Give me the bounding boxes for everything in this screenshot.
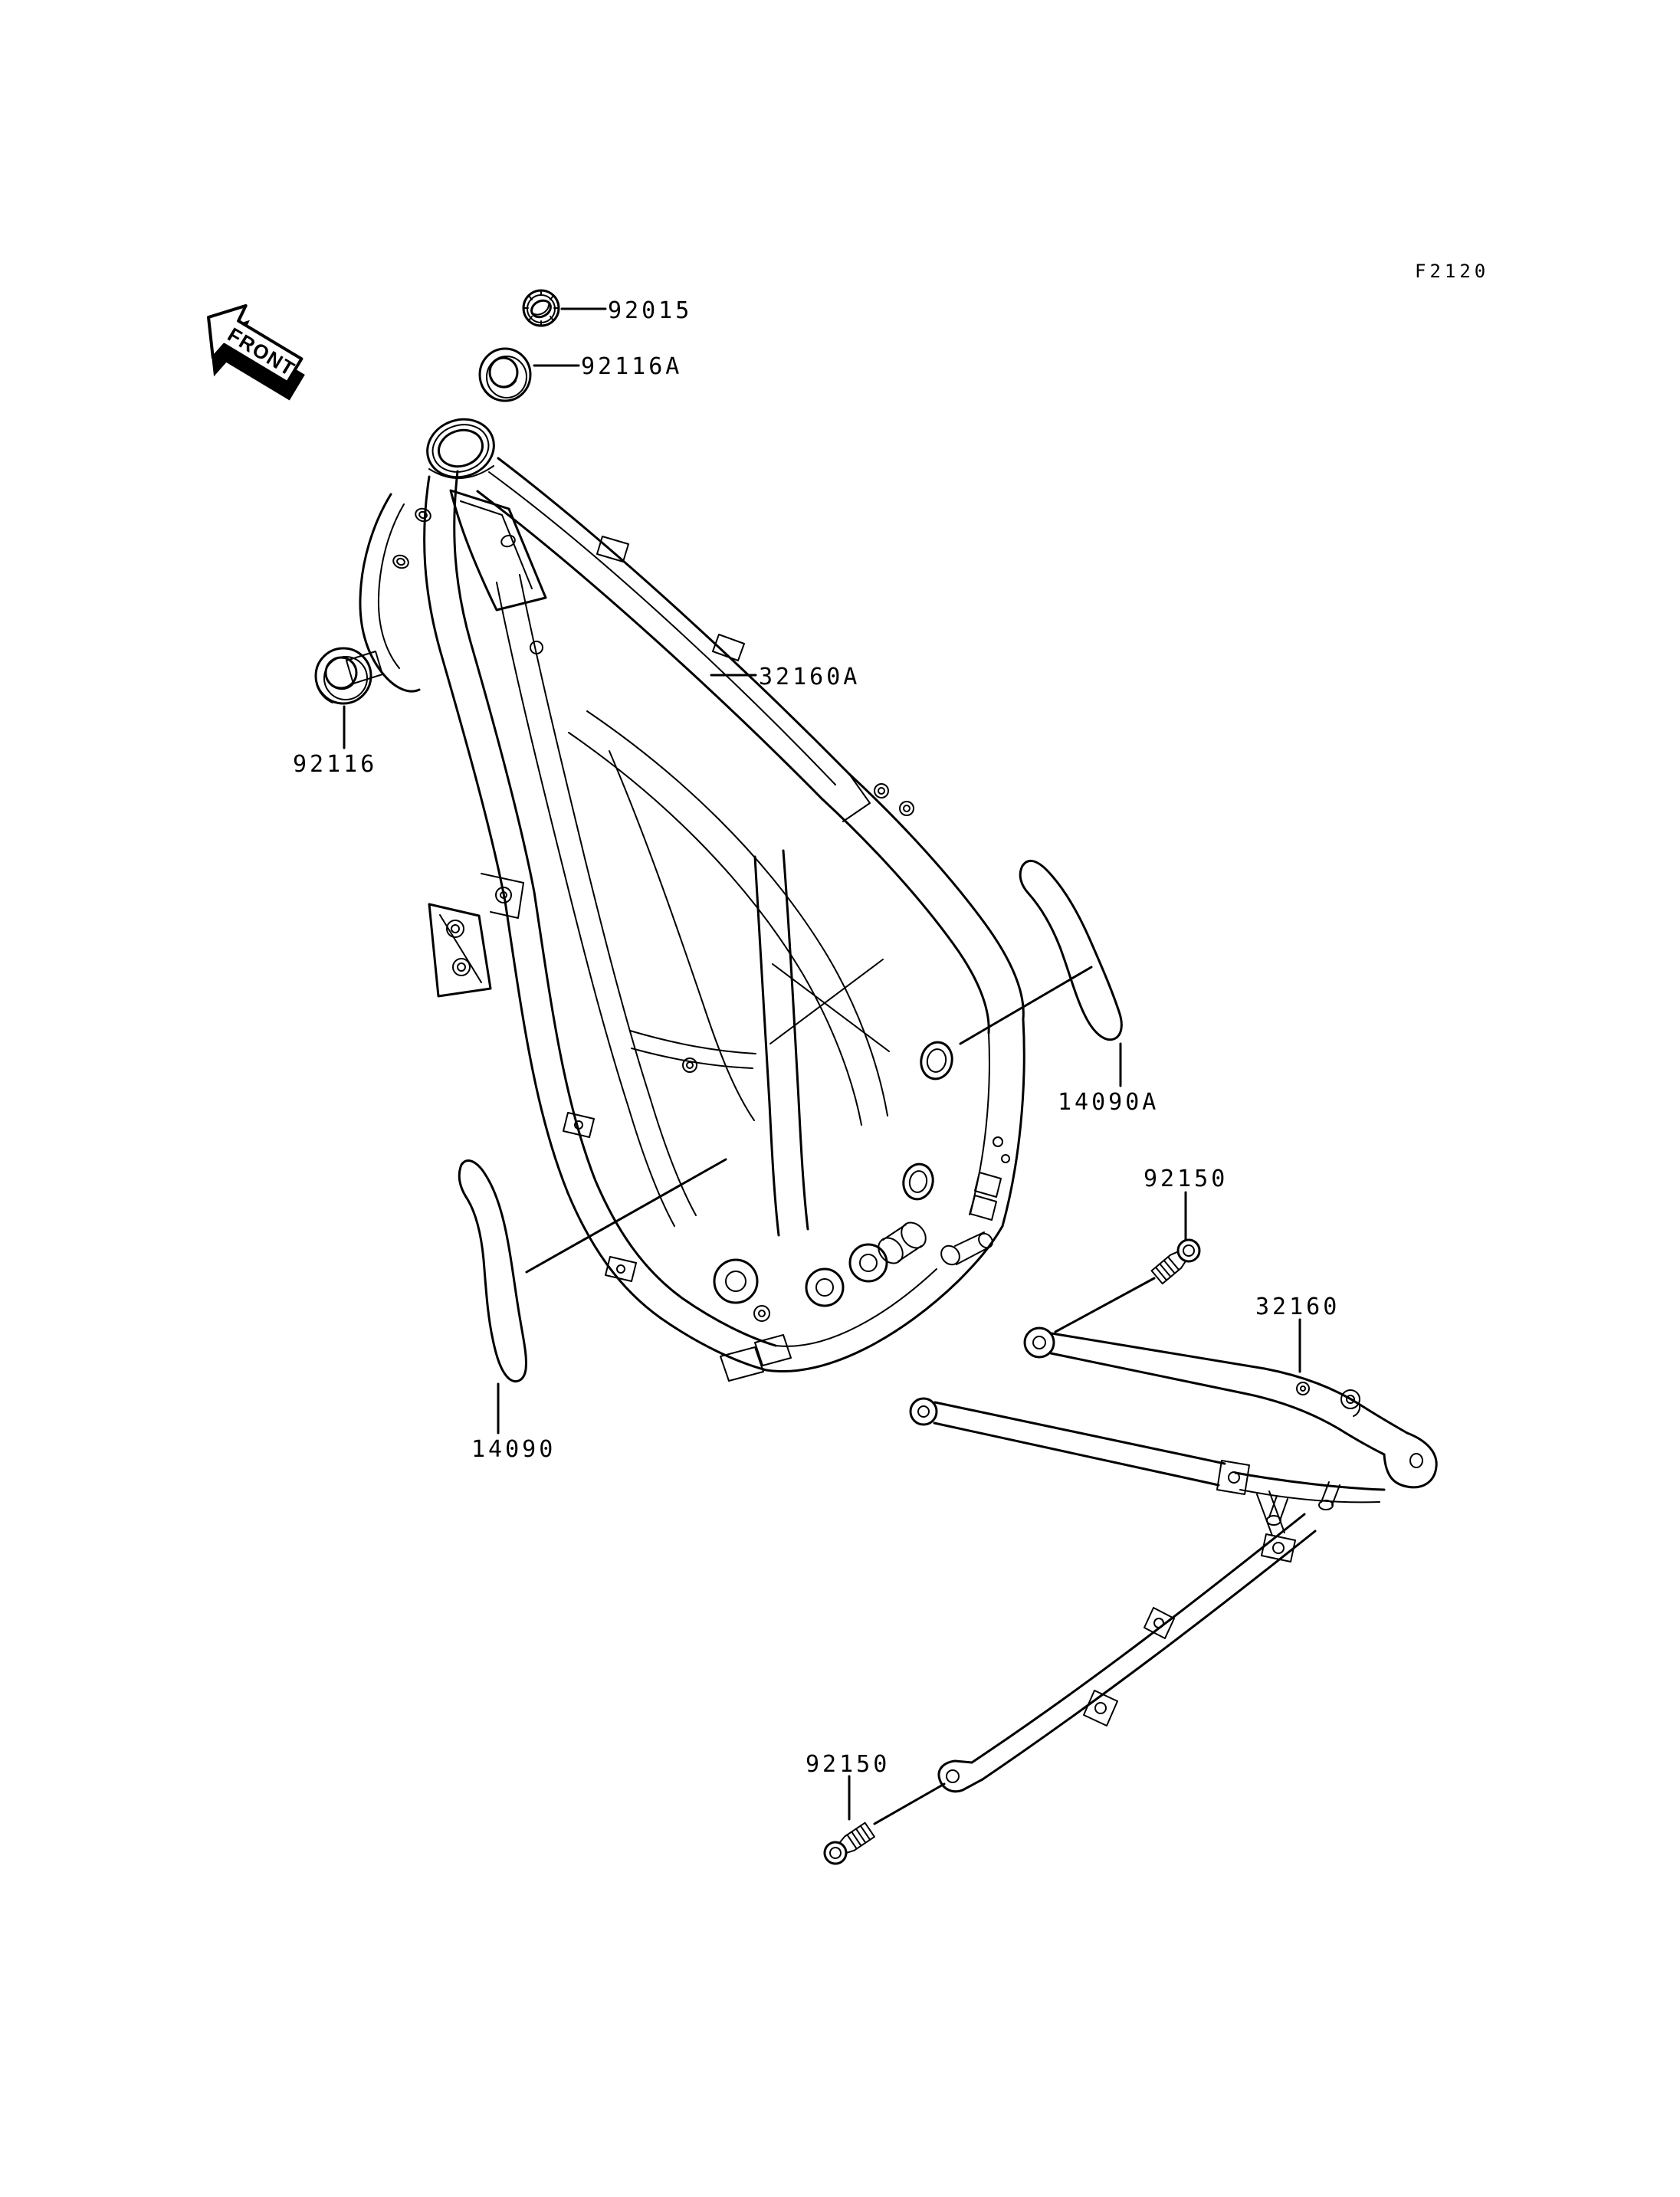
part-label-92015: 92015: [608, 297, 693, 324]
leader-lines: [344, 309, 1300, 1824]
leader-92150-upper-diag: [1055, 1278, 1154, 1332]
figure-code: F2120: [1415, 261, 1490, 282]
rear-subframe-drawing: [911, 1328, 1436, 1792]
front-direction-marker: [185, 292, 319, 413]
part-label-14090: 14090: [471, 1436, 556, 1463]
part-label-92150-lower: 92150: [806, 1751, 891, 1778]
bolt-92150-lower-drawing: [821, 1821, 876, 1867]
bolt-92150-upper-drawing: [1150, 1235, 1204, 1285]
seal-92116a-drawing: [480, 349, 530, 401]
subframe-arm1-eyelet: [1033, 1336, 1045, 1349]
seal-92116-drawing: [316, 648, 371, 703]
part-label-32160a: 32160A: [759, 664, 861, 690]
subframe-end-eyelet: [1410, 1454, 1422, 1467]
leader-14090a-diag: [960, 967, 1091, 1044]
cover-14090a-drawing: [1020, 861, 1121, 1039]
part-label-14090a: 14090A: [1058, 1089, 1160, 1116]
main-frame-drawing: [346, 411, 1024, 1381]
part-label-32160: 32160: [1255, 1294, 1340, 1320]
subframe-tube-end-eyelet: [947, 1770, 959, 1782]
leader-92150-lower-diag: [874, 1784, 944, 1824]
part-label-92116a: 92116A: [581, 353, 683, 380]
front-marker-label: FRONT: [223, 323, 300, 381]
subframe-arm2-eyelet: [918, 1406, 929, 1417]
part-label-92150-upper: 92150: [1144, 1166, 1229, 1192]
nut-92015-drawing: [523, 290, 559, 326]
part-label-92116: 92116: [293, 751, 378, 778]
cover-14090-drawing: [459, 1161, 526, 1382]
